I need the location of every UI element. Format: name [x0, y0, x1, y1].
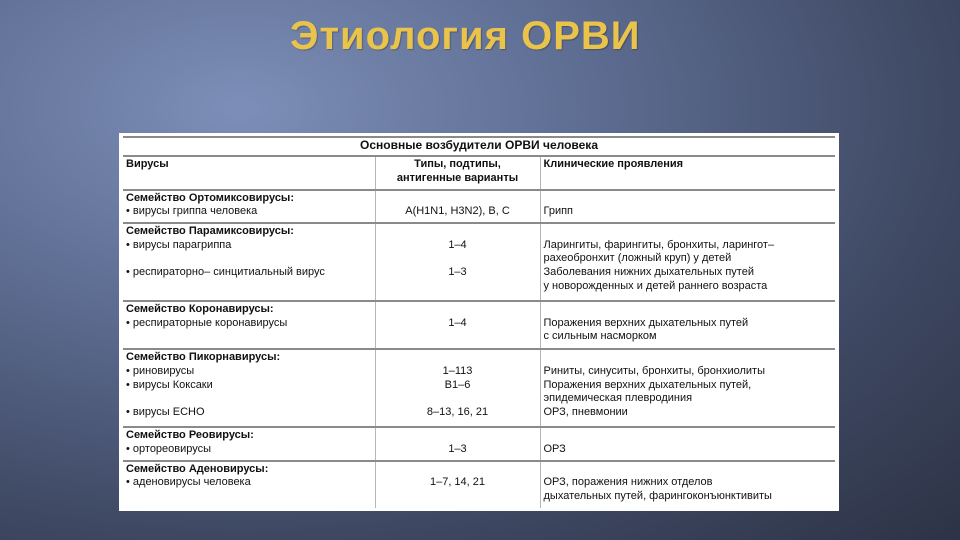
table-row — [123, 427, 835, 461]
clinical-text: эпидемическая плевродиния — [543, 392, 693, 405]
table-caption: Основные возбудители ОРВИ человека — [123, 137, 835, 156]
virus-name: • вирусы ECHO — [126, 405, 205, 418]
types-cell — [375, 223, 540, 301]
virus-types: 1–3 — [448, 266, 467, 279]
clinical-text: Риниты, синуситы, бронхиты, бронхиолиты — [543, 364, 766, 377]
virus-cell — [123, 427, 375, 461]
virus-name: • вирусы парагриппа — [126, 238, 232, 251]
clinical-text: ОРЗ — [543, 442, 566, 455]
virus-name: • аденовирусы человека — [126, 476, 251, 489]
virus-types: 1–4 — [448, 316, 467, 329]
clinical-text: у новорожденных и детей раннего возраста — [543, 279, 768, 292]
clinical-cell — [540, 349, 835, 427]
table-row — [123, 223, 835, 301]
header-types — [375, 156, 540, 190]
clinical-cell — [540, 301, 835, 349]
virus-name: • риновирусы — [126, 364, 195, 377]
table-row — [123, 301, 835, 349]
clinical-text: Ларингиты, фарингиты, бронхиты, ларингот– — [543, 238, 775, 251]
virus-cell — [123, 190, 375, 224]
clinical-text: Поражения верхних дыхательных путей, — [543, 378, 752, 391]
virus-cell — [123, 301, 375, 349]
virus-cell — [123, 223, 375, 301]
family-name: Семейство Парамиксовирусы: — [126, 225, 294, 238]
clinical-cell — [540, 461, 835, 508]
virus-types: 1–4 — [448, 238, 467, 251]
virus-types: 1–3 — [448, 442, 467, 455]
clinical-text: Грипп — [543, 205, 574, 218]
family-name: Семейство Реовирусы: — [126, 429, 254, 442]
header-viruses: Вирусы — [123, 156, 375, 190]
virus-types: B1–6 — [444, 378, 471, 391]
types-cell — [375, 190, 540, 224]
header-clinical: Клинические проявления — [540, 156, 835, 190]
header-types-line1: Типы, подтипы, — [414, 157, 501, 170]
family-name: Семейство Пикорнавирусы: — [126, 351, 281, 364]
virus-types: 1–113 — [442, 364, 473, 377]
virus-name: • вирусы Коксаки — [126, 378, 213, 391]
table-row — [123, 349, 835, 427]
clinical-cell — [540, 190, 835, 224]
table-row — [123, 461, 835, 508]
virus-types: 8–13, 16, 21 — [426, 405, 489, 418]
virus-types: A(H1N1, H3N2), B, C — [405, 205, 510, 218]
clinical-text: ОРЗ, поражения нижних отделов — [543, 476, 713, 489]
table-row — [123, 190, 835, 224]
family-name: Семейство Ортомиксовирусы: — [126, 191, 294, 204]
table-image — [119, 133, 839, 511]
virus-name: • респираторно– синцитиальный вирус — [126, 266, 325, 279]
clinical-cell — [540, 427, 835, 461]
header-types-line2: антигенные варианты — [396, 171, 519, 184]
virus-name: • вирусы гриппа человека — [126, 205, 258, 218]
types-cell — [375, 301, 540, 349]
clinical-text: дыхательных путей, фарингоконъюнктивиты — [543, 489, 772, 502]
clinical-text: с сильным насморком — [543, 330, 657, 343]
clinical-cell — [540, 223, 835, 301]
slide-title: Этиология ОРВИ — [290, 14, 641, 58]
clinical-text: ОРЗ, пневмонии — [543, 405, 628, 418]
virus-name: • респираторные коронавирусы — [126, 316, 288, 329]
types-cell — [375, 427, 540, 461]
types-cell — [375, 349, 540, 427]
virus-cell — [123, 349, 375, 427]
family-name: Семейство Аденовирусы: — [126, 462, 269, 475]
virus-types: 1–7, 14, 21 — [429, 476, 486, 489]
pathogens-table — [123, 136, 835, 508]
clinical-text: Заболевания нижних дыхательных путей — [543, 266, 754, 279]
types-cell — [375, 461, 540, 508]
clinical-text: рахеобронхит (ложный круп) у детей — [543, 252, 732, 265]
family-name: Семейство Коронавирусы: — [126, 302, 274, 315]
virus-cell — [123, 461, 375, 508]
clinical-text: Поражения верхних дыхательных путей — [543, 316, 749, 329]
virus-name: • ортореовирусы — [126, 442, 212, 455]
